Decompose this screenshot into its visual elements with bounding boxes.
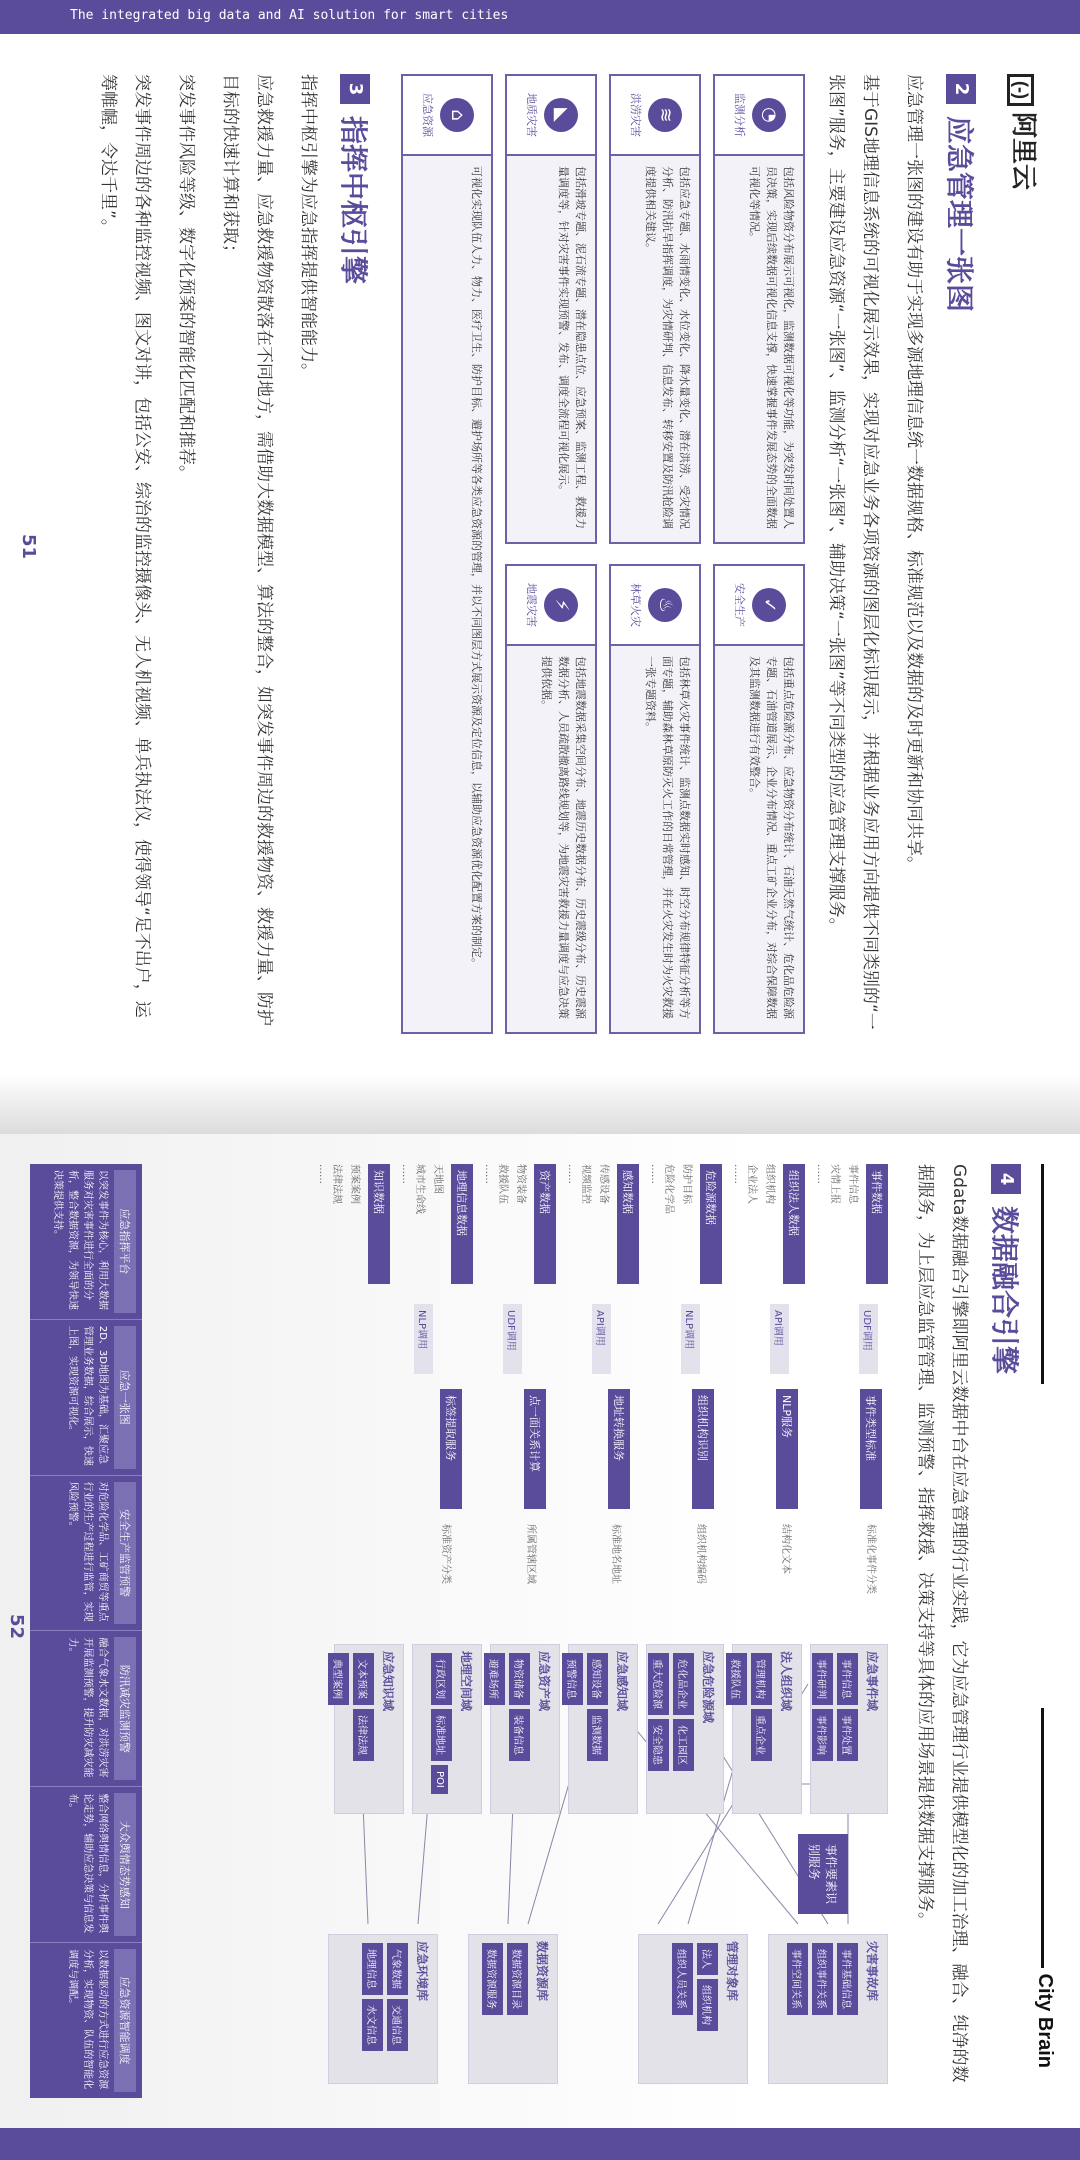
lib-data-resource: 数据资源库 数据资源目录数据资源服务 xyxy=(468,1934,558,2084)
section-3-paragraph-2: 应急救援力量、应急救援物资散落在不同地方，需借助大数据模型、算法的整合，如突发事件周边的救援物资、救援力量、防护目标的快速计算和获取； xyxy=(220,74,274,1026)
section-title: 数据融合引擎 xyxy=(988,1206,1021,1375)
card-text: 包括应急专题、水雨情变化、水位变化、降水量变化、潜在洪涝、受灾情况分析、防汛抗旱指挥调度，为灾情研判、信息发布、转移安置及防汛抢险调度提供相关建议。 xyxy=(644,166,691,529)
page-52 xyxy=(0,1134,1080,2128)
card-flood xyxy=(609,74,701,544)
process-item: 标签提取服务 xyxy=(440,1389,462,1509)
page-gap xyxy=(0,1074,1080,1134)
output-column: 标准化事件分类 结构化文本 组织机构编码 标准地名地址 所属管辖区域 标准资产分类 xyxy=(440,1524,876,1594)
page-51-rotated-content xyxy=(0,34,1080,1074)
domain-knowledge: 应急知识域 文本预案法律法规典型案例 xyxy=(334,1644,404,1814)
process-item: 地址转换服务 xyxy=(608,1389,630,1509)
landslide-icon: ◣ xyxy=(544,98,578,132)
flood-icon: ≋ xyxy=(648,98,682,132)
data-fusion-diagram xyxy=(188,1164,888,2098)
chart-pie-icon: ◔ xyxy=(752,98,786,132)
bottom-banner xyxy=(0,2128,1080,2160)
card-safety-production xyxy=(713,564,805,1034)
card-emergency-resources xyxy=(401,74,493,1034)
source-knowledge: 知识数据 预案案例 法律法规 …… xyxy=(317,1164,390,1284)
fire-icon: ♨ xyxy=(648,588,682,622)
process-item: NLP服务 xyxy=(776,1389,798,1509)
section-2-paragraph-2: 基于GIS地理信息系统的可视化展示效果，实现对应急业务各项资源的图层化标识展示，并根据业务应用方向提供不同类别的“一张图”服务，主要建设应急资源“一张图”、监测分析“一张图”、辅助决策“一张图”等不同类型的应急管理支撑服务。 xyxy=(826,74,880,1030)
feature-card-grid xyxy=(401,74,805,1034)
source-tag: 地理信息数据 xyxy=(451,1164,473,1284)
method-nlp-2: NLP调用 xyxy=(414,1304,433,1374)
method-udf: UDF调用 xyxy=(859,1304,878,1374)
scenario-column: 应急资源智能调度 以数据驱动的方式进行应急资源分析，实现物资、队伍的智能化调度与调配。 xyxy=(30,1943,142,2098)
card-text: 可视化实现队伍人力、物力、医疗卫生、防护目标、避护场所等各类应急资源的管理，并以不同图层方式展示资源及定位信息，以辅助应急资源优化配置方案的制定。 xyxy=(470,166,483,969)
card-label: 地质灾害 xyxy=(525,93,538,137)
scenario-column: 安全生产监管预警 对危险化学品、工矿商贸等重点行业的生产过程进行监管，实现风险预警。 xyxy=(30,1476,142,1632)
section-3-paragraph-3: 突发事件风险等级、数字化预案的智能化匹配和推荐。 xyxy=(176,74,196,482)
card-text: 包括林草火灾事件统计、监测点数据实时感知、时空分布规律特征分析等方面专题，辅助森林草原防灭火工作的日常管理，并在火灾发生时为火灾救援一张专题资料。 xyxy=(644,656,691,1019)
domain-asset: 应急资产域 物资储备装备信息避难场所 xyxy=(490,1644,560,1814)
source-tag: 资产数据 xyxy=(534,1164,556,1284)
page-51 xyxy=(0,34,1080,1074)
source-organization: 组织法人数据 组织机构 企业法人 …… xyxy=(732,1164,805,1284)
quake-icon: ⚡ xyxy=(544,588,578,622)
card-earthquake xyxy=(505,564,597,1034)
section-4-heading xyxy=(986,1164,1026,2098)
source-sensor: 感知数据 传感设备 视频监控 …… xyxy=(566,1164,639,1284)
method-nlp: NLP调用 xyxy=(681,1304,700,1374)
card-monitoring xyxy=(713,74,805,544)
lib-management: 管理对象库 法人组织机构组织人员关系 xyxy=(638,1934,748,2084)
section-3-paragraph-1: 指挥中枢引擎为应急指挥提供智能能力。 xyxy=(298,74,318,380)
process-item: 点一面关系计算 xyxy=(524,1389,546,1509)
source-tag: 感知数据 xyxy=(617,1164,639,1284)
source-tag: 组织法人数据 xyxy=(783,1164,805,1284)
section-title: 指挥中枢引擎 xyxy=(337,116,370,285)
domain-hazard: 应急危险源域 危化品企业化工园区重大危险源安全隐患 xyxy=(646,1644,724,1814)
header-rule-left xyxy=(1041,1164,1044,1384)
source-tag: 事件数据 xyxy=(866,1164,888,1284)
section-number: 4 xyxy=(991,1164,1021,1194)
card-text: 包括地震数据采集空间分布、地震历史数据分布、历史震级分布、历史震源数据分析、人员疏散撤离路线规划等，为地震灾害救援力量调度与应急决策提供依据。 xyxy=(540,656,587,1019)
card-label: 应急资源 xyxy=(421,93,434,137)
logo-text: 阿里云 xyxy=(1009,111,1039,190)
scenario-column: 防汛减灾监测预警 融合气象水文数据，对洪涝灾害开展监测预警，提升防灾减灾能力。 xyxy=(30,1631,142,1787)
event-element-service: 事件要素识别服务 xyxy=(798,1834,848,1914)
domain-organization: 法人组织域 管理机构重点企业救援队伍 xyxy=(732,1644,802,1814)
card-label: 安全生产 xyxy=(733,583,746,627)
card-text: 包括重点危险源分布、应急物资分布统计、石油天然气统计、危化品危险源专题、石油管道展示、企业分布情况、重点工矿企业分布，对综合保障数据及其监测数据进行有效整合。 xyxy=(748,656,795,1019)
alibaba-cloud-logo xyxy=(1007,74,1044,1034)
source-column xyxy=(314,1164,888,1284)
card-geological xyxy=(505,74,597,544)
process-item: 组织机构识别 xyxy=(692,1389,714,1509)
scenario-column: 大众舆情态势感知 整合网络舆情信息，分析事件舆论走势，辅助应急决策与信息发布。 xyxy=(30,1787,142,1943)
page-52-rotated-content xyxy=(0,1134,1080,2128)
source-tag: 知识数据 xyxy=(368,1164,390,1284)
card-label: 地震灾害 xyxy=(525,583,538,627)
section-3-heading xyxy=(335,74,375,1034)
section-4-paragraph: Gdata数据融合引擎即阿里云数据中台在应急管理的行业实践，它为应急管理行业提供模型化的加工治理、融合、纯净的数据服务，为上层应急监管管理、监测预警、指挥救援、决策支持等具体的应用场景提供数据支撑服务。 xyxy=(915,1164,969,2083)
card-forest-fire xyxy=(609,564,701,1034)
source-event: 事件数据 事件信息 灾情上报 …… xyxy=(815,1164,888,1284)
section-2-heading xyxy=(941,74,981,1034)
page-number-52: 52 xyxy=(6,1614,27,1640)
header-rule-right xyxy=(1041,1708,1044,1968)
source-tag: 危险源数据 xyxy=(700,1164,722,1284)
method-udf-2: UDF调用 xyxy=(503,1304,522,1374)
top-banner xyxy=(0,0,1080,34)
city-brain-brand: City Brain xyxy=(1034,1973,1056,2068)
process-item: 事件类型标准 xyxy=(860,1389,882,1509)
domain-geo: 地理空间域 行政区划标准地址POI xyxy=(412,1644,482,1814)
method-column xyxy=(411,1304,878,1374)
scenario-column: 应急一张图 2D、3D地图为基础，汇聚应急管理业务数据，综合展示，快速上图，实现资源可视化。 xyxy=(30,1320,142,1476)
scenario-column: 应急指挥平台 以突发事件为核心，利用大数据服务对灾害事件进行全面的分析，整合数据资源，为领导快速决策提供支持。 xyxy=(30,1164,142,1320)
source-geo: 地理信息数据 天地图 城市生命线 …… xyxy=(400,1164,473,1284)
method-api: API调用 xyxy=(770,1304,789,1374)
domain-event: 应急事件域 事件信息事件处置事件研判事件影响 xyxy=(810,1644,888,1814)
source-hazard: 危险源数据 防护目标 危险化学品 …… xyxy=(649,1164,722,1284)
lib-environment: 应急环境库 气象数据交通信息地理信息水文信息 xyxy=(328,1934,438,2084)
card-label: 监测分析 xyxy=(733,93,746,137)
card-text: 包括滑坡专题、泥石流专题、潜在隐患点位、应急预案、监测工程、救援力量调度等，针对灾害事件实现预警、发布、调度全流程可视化展示。 xyxy=(557,166,587,529)
section-number: 3 xyxy=(340,74,370,104)
process-column xyxy=(436,1389,882,1509)
application-scenarios xyxy=(30,1164,142,2098)
method-api-2: API调用 xyxy=(592,1304,611,1374)
section-number: 2 xyxy=(946,74,976,104)
logo-mark: (-) xyxy=(1007,74,1034,106)
domain-sensing: 应急感知域 感知设备监测数据预警信息 xyxy=(568,1644,638,1814)
lib-disaster: 灾害事故库 事件基础信息组织事件关系事件空间关系 xyxy=(768,1934,888,2084)
banner-tagline: The integrated big data and AI solution for smart cities xyxy=(70,8,509,23)
source-asset: 资产数据 物资装备 救援队伍 …… xyxy=(483,1164,556,1284)
page-number-51: 51 xyxy=(18,534,39,560)
shield-icon: ✓ xyxy=(752,588,786,622)
card-label: 洪涝灾害 xyxy=(629,93,642,137)
card-text: 包括风险物资分布展示可视化，监测数据可视化等功能，为突发时间处置人员决策，实现后续数据可视化信息支撑，快速掌握事件发展态势的全面数据可视化等情况。 xyxy=(748,166,795,529)
section-2-paragraph-1: 应急管理一张图的建设有助于实现多源地理信息统一数据规格、标准规范以及数据的及时更新和协同共享。 xyxy=(904,74,924,873)
resource-icon: ⌂ xyxy=(440,98,474,132)
section-3-paragraph-4: 突发事件周边的各种监控视频、图文对讲，包括公安、综治的监控摄像头、无人机视频、单兵执法仪，使得领导“足不出户，运筹帷幄，令达千里”。 xyxy=(98,74,152,1018)
section-title: 应急管理一张图 xyxy=(943,116,976,313)
card-label: 林草火灾 xyxy=(629,583,642,627)
